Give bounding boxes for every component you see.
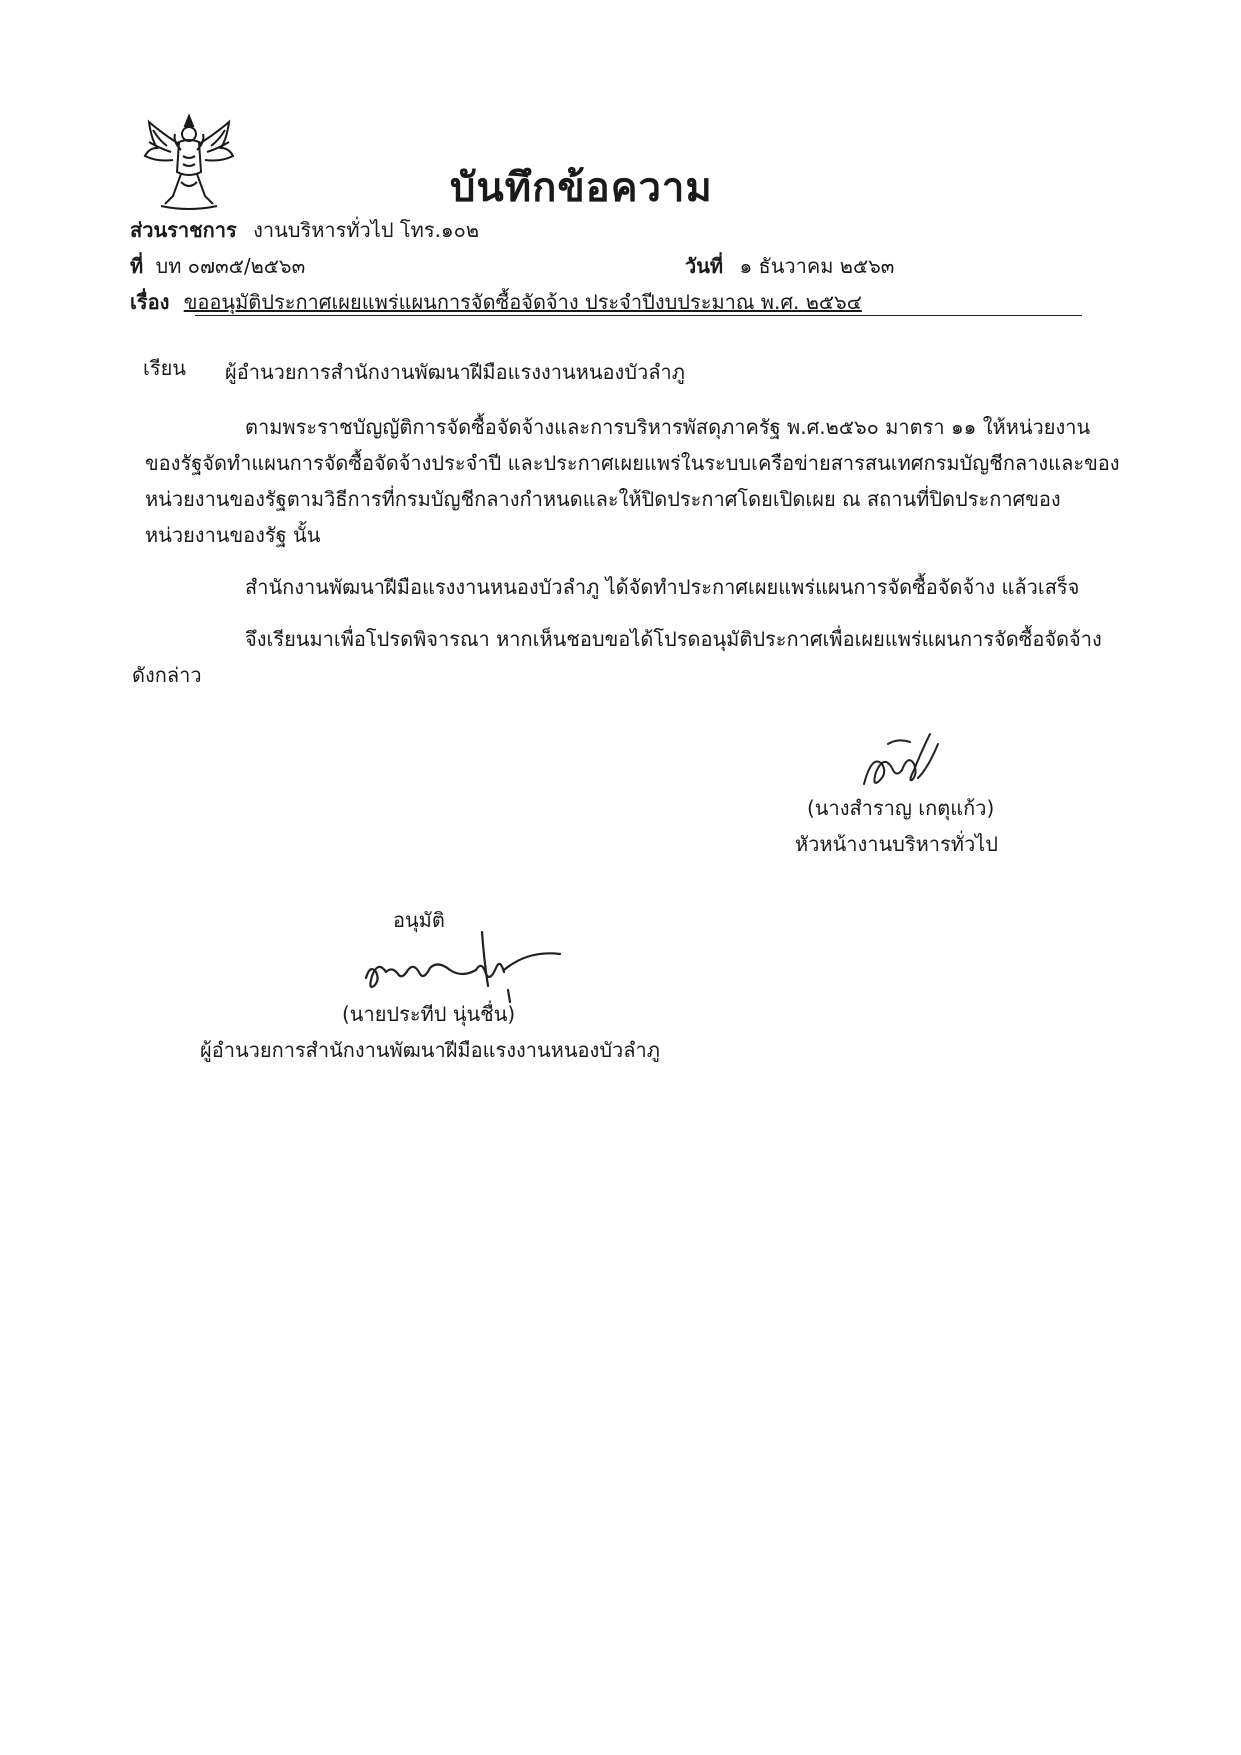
approver-position: ผู้อำนวยการสำนักงานพัฒนาฝีมือแรงงานหนองบัวลำภู <box>200 1038 660 1062</box>
department-row <box>130 214 479 246</box>
signature-2-image <box>358 920 568 1005</box>
memo-title: บันทึกข้อความ <box>450 165 713 211</box>
date-value: ๑ ธันวาคม ๒๕๖๓ <box>739 254 895 278</box>
reference-value: บท ๐๗๓๕/๒๕๖๓ <box>155 254 306 278</box>
subject-value: ขออนุมัติประกาศเผยแพร่แผนการจัดซื้อจัดจ้าง ประจำปีงบประมาณ พ.ศ. ๒๕๖๔ <box>183 290 862 314</box>
department-label: ส่วนราชการ <box>130 218 237 242</box>
body-paragraph-1-line-1: ตามพระราชบัญญัติการจัดซื้อจัดจ้างและการบริหารพัสดุภาครัฐ พ.ศ.๒๕๖๐ มาตรา ๑๑ ให้หน่วยงาน <box>245 415 1091 439</box>
body-paragraph-2: สำนักงานพัฒนาฝีมือแรงงานหนองบัวลำภู ได้จัดทำประกาศเผยแพร่แผนการจัดซื้อจัดจ้าง แล้วเสร็จ <box>245 575 1080 599</box>
body-paragraph-1-line-2: ของรัฐจัดทำแผนการจัดซื้อจัดจ้างประจำปี และประกาศเผยแพร่ในระบบเครือข่ายสารสนเทศกรมบัญชีกลางและของ <box>145 451 1120 475</box>
approval-label: อนุมัติ <box>393 908 445 932</box>
body-paragraph-3-line-2: ดังกล่าว <box>132 663 202 687</box>
subject-row <box>130 286 862 318</box>
garuda-emblem-icon <box>143 112 235 212</box>
salutation-recipient: ผู้อำนวยการสำนักงานพัฒนาฝีมือแรงงานหนองบัวลำภู <box>225 360 685 384</box>
header-divider <box>195 315 1082 316</box>
signer-1-name: (นางสำราญ เกตุแก้ว) <box>807 796 995 820</box>
date-row <box>685 250 894 282</box>
subject-label: เรื่อง <box>130 290 170 314</box>
signature-1-image <box>858 724 948 794</box>
approver-name: (นายประทีป นุ่นชื่น) <box>342 1002 516 1026</box>
body-paragraph-1-line-4: หน่วยงานของรัฐ นั้น <box>145 523 321 547</box>
body-paragraph-1-line-3: หน่วยงานของรัฐตามวิธีการที่กรมบัญชีกลางกำหนดและให้ปิดประกาศโดยเปิดเผย ณ สถานที่ปิดประกาศของ <box>145 487 1061 511</box>
reference-label: ที่ <box>130 254 144 278</box>
body-paragraph-3-line-1: จึงเรียนมาเพื่อโปรดพิจารณา หากเห็นชอบขอได้โปรดอนุมัติประกาศเพื่อเผยแพร่แผนการจัดซื้อจัดจ้าง <box>245 627 1102 651</box>
department-value: งานบริหารทั่วไป โทร.๑๐๒ <box>253 218 480 242</box>
date-label: วันที่ <box>685 254 724 278</box>
reference-row <box>130 250 305 282</box>
signer-1-position: หัวหน้างานบริหารทั่วไป <box>795 832 998 856</box>
salutation-label: เรียน <box>143 356 186 380</box>
